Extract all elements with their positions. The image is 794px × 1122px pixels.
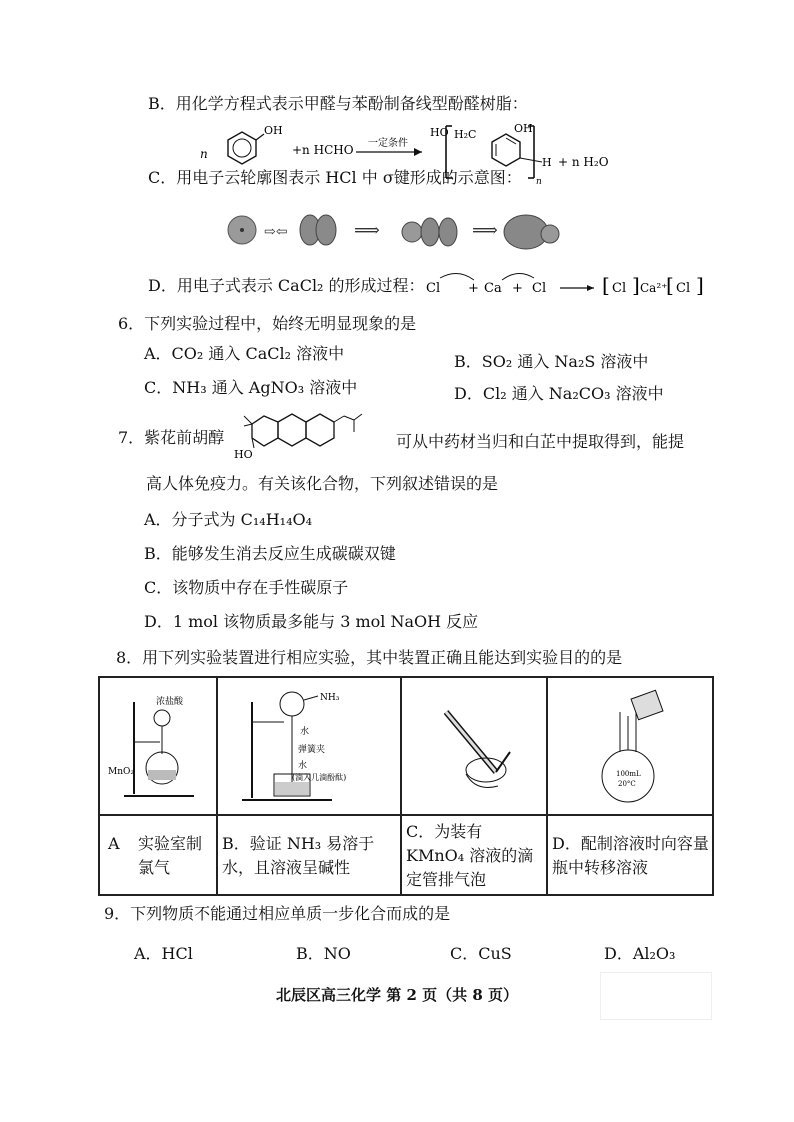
q7-option-b: B．能够发生消去反应生成碳碳双键 bbox=[144, 544, 396, 563]
eq-product-h: H bbox=[542, 156, 552, 169]
svg-text:⇨⇦: ⇨⇦ bbox=[264, 224, 288, 240]
svg-text:水: 水 bbox=[300, 727, 310, 737]
eq-product-ch2: H₂C bbox=[454, 128, 477, 141]
q7-option-c: C．该物质中存在手性碳原子 bbox=[144, 578, 349, 597]
eq-condition: 一定条件 bbox=[368, 138, 408, 149]
q8-a-letter: A bbox=[108, 834, 120, 853]
q6-option-b: B．SO₂ 通入 Na₂S 溶液中 bbox=[454, 352, 649, 371]
svg-text:+: + bbox=[468, 281, 479, 296]
svg-text:Cl: Cl bbox=[612, 281, 627, 296]
page-footer: 北辰区高三化学 第 2 页（共 8 页） bbox=[276, 986, 518, 1004]
q7-option-d: D．1 mol 该物质最多能与 3 mol NaOH 反应 bbox=[144, 612, 479, 631]
q6-option-a: A．CO₂ 通入 CaCl₂ 溶液中 bbox=[144, 344, 345, 363]
svg-text:]: ] bbox=[632, 273, 640, 297]
apparatus-c-burette bbox=[406, 682, 544, 812]
q9-option-d: D．Al₂O₃ bbox=[604, 944, 676, 963]
q6-option-d: D．Cl₂ 通入 Na₂CO₃ 溶液中 bbox=[454, 384, 664, 403]
eq-coef-n: n bbox=[200, 147, 208, 161]
q7-option-a: A．分子式为 C₁₄H₁₄O₄ bbox=[144, 510, 313, 529]
q8-c-text: C．为装有 KMnO₄ 溶液的滴定管排气泡 bbox=[406, 822, 534, 889]
svg-text:MnO₂: MnO₂ bbox=[108, 767, 134, 777]
q7-stem-start: 7．紫花前胡醇 bbox=[118, 428, 225, 447]
svg-text:[: [ bbox=[666, 273, 674, 297]
eq-oh: OH bbox=[264, 124, 283, 137]
q9-option-c: C．CuS bbox=[450, 944, 512, 963]
svg-text:HO: HO bbox=[234, 448, 253, 461]
q8-a-text: 实验室制氯气 bbox=[138, 834, 203, 877]
q7-stem-line2: 高人体免疫力。有关该化合物，下列叙述错误的是 bbox=[146, 474, 499, 493]
q9-option-b: B．NO bbox=[296, 944, 351, 963]
q8-b-text: B．验证 NH₃ 易溶于水，且溶液呈碱性 bbox=[222, 834, 375, 877]
svg-text:⟹: ⟹ bbox=[354, 220, 380, 241]
eq-water: + n H₂O bbox=[558, 155, 609, 169]
q8-stem: 8．用下列实验装置进行相应实验，其中装置正确且能达到实验目的的是 bbox=[116, 648, 623, 667]
svg-text:浓盐酸: 浓盐酸 bbox=[156, 697, 184, 707]
q8-options-table bbox=[98, 676, 714, 896]
q8-d-text: D．配制溶液时向容量瓶中转移溶液 bbox=[552, 834, 709, 877]
svg-text:水: 水 bbox=[298, 761, 308, 771]
svg-text:]: ] bbox=[696, 273, 704, 297]
q9-option-a: A．HCl bbox=[134, 944, 193, 963]
apparatus-a-chlorine bbox=[104, 682, 214, 812]
q5-option-c: C．用电子云轮廓图表示 HCl 中 σ键形成的示意图： bbox=[148, 168, 522, 187]
svg-text:Ca: Ca bbox=[484, 281, 502, 296]
svg-text:[: [ bbox=[602, 273, 610, 297]
svg-text:弹簧夹: 弹簧夹 bbox=[298, 745, 326, 755]
eq-reagent: +n HCHO bbox=[292, 143, 354, 157]
apparatus-d-volumetric-flask bbox=[552, 682, 712, 812]
svg-text:+: + bbox=[512, 281, 523, 296]
q9-stem: 9．下列物质不能通过相应单质一步化合而成的是 bbox=[104, 904, 451, 923]
decursinol-structure bbox=[232, 404, 392, 464]
svg-text:Cl: Cl bbox=[532, 281, 547, 296]
q5-option-d: D．用电子式表示 CaCl₂ 的形成过程： bbox=[148, 276, 425, 295]
eq-product-ho: HO bbox=[430, 126, 449, 139]
q6-option-c: C．NH₃ 通入 AgNO₃ 溶液中 bbox=[144, 378, 358, 397]
q7-stem-end: 可从中药材当归和白芷中提取得到，能提 bbox=[396, 432, 685, 451]
q5-option-b: B．用化学方程式表示甲醛与苯酚制备线型酚醛树脂： bbox=[148, 94, 528, 113]
svg-text:20°C: 20°C bbox=[618, 780, 636, 788]
eq-product-n: n bbox=[536, 177, 542, 187]
apparatus-b-fountain bbox=[222, 682, 398, 812]
svg-text:(滴入几滴酚酞): (滴入几滴酚酞) bbox=[292, 773, 347, 782]
svg-text:Cl: Cl bbox=[426, 281, 441, 296]
svg-text:100mL: 100mL bbox=[616, 770, 641, 778]
svg-text:⟹: ⟹ bbox=[472, 220, 498, 241]
cacl2-formation bbox=[418, 266, 708, 308]
eq-product-oh: OH bbox=[514, 122, 533, 135]
svg-text:Ca²⁺: Ca²⁺ bbox=[640, 281, 668, 295]
electron-cloud-diagram bbox=[220, 206, 580, 256]
svg-text:Cl: Cl bbox=[676, 281, 691, 296]
q6-stem: 6．下列实验过程中，始终无明显现象的是 bbox=[118, 314, 417, 333]
blank-label-box bbox=[600, 972, 712, 1020]
svg-text:NH₃: NH₃ bbox=[320, 693, 340, 703]
